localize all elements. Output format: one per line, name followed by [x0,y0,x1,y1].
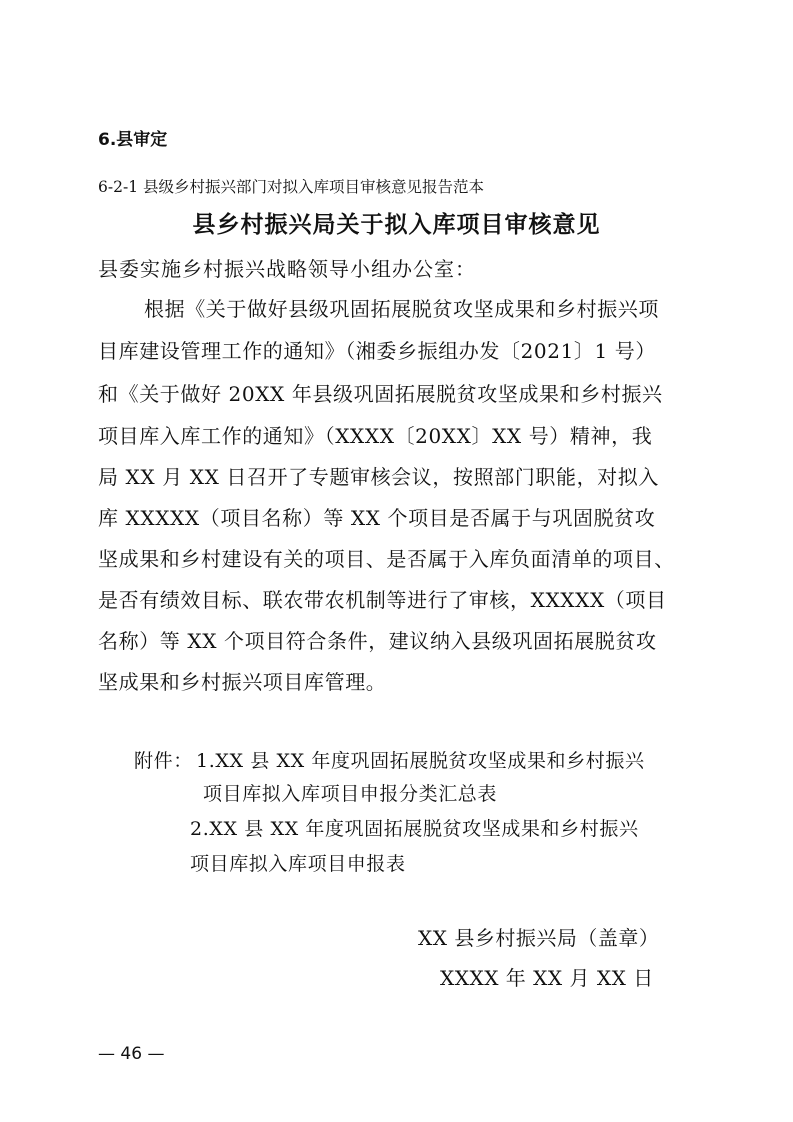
attachment-item-1-cont: 项目库拟入库项目申报分类汇总表 [203,783,498,805]
attachments-label: 附件： [134,750,193,772]
body-line: 项目库入库工作的通知》（XXXX〔20XX〕XX 号）精神，我 [98,424,653,448]
document-title: 县乡村振兴局关于拟入库项目审核意见 [192,211,601,238]
attachment-item-1: 1.XX 县 XX 年度巩固拓展脱贫攻坚成果和乡村振兴 [196,750,645,772]
body-line: 坚成果和乡村建设有关的项目、是否属于入库负面清单的项目、 [98,547,675,571]
body-line: 是否有绩效目标、联农带农机制等进行了审核，XXXXX（项目 [98,588,667,612]
attachment-item-2-cont: 项目库拟入库项目申报表 [190,853,406,875]
addressee: 县委实施乡村振兴战略领导小组办公室： [98,257,476,281]
body-line: 名称）等 XX 个项目符合条件，建议纳入县级巩固拓展脱贫攻 [98,629,657,653]
page-number: — 46 — [98,1044,165,1064]
signature-date: XXXX 年 XX 月 XX 日 [440,966,654,990]
body-line: 根据《关于做好县级巩固拓展脱贫攻坚成果和乡村振兴项 [144,297,659,321]
template-label: 6-2-1 县级乡村振兴部门对拟入库项目审核意见报告范本 [98,178,484,196]
body-line: 库 XXXXX（项目名称）等 XX 个项目是否属于与巩固脱贫攻 [98,506,656,530]
body-line: 目库建设管理工作的通知》（湘委乡振组办发〔2021〕1 号） [98,339,656,363]
signature-org: XX 县乡村振兴局（盖章） [418,926,660,950]
body-line: 局 XX 月 XX 日召开了专题审核会议，按照部门职能，对拟入 [98,465,659,489]
section-heading: 6.县审定 [98,130,168,150]
attachment-item-2: 2.XX 县 XX 年度巩固拓展脱贫攻坚成果和乡村振兴 [190,818,639,840]
body-line: 和《关于做好 20XX 年县级巩固拓展脱贫攻坚成果和乡村振兴 [98,382,663,406]
body-line: 坚成果和乡村振兴项目库管理。 [98,670,387,694]
